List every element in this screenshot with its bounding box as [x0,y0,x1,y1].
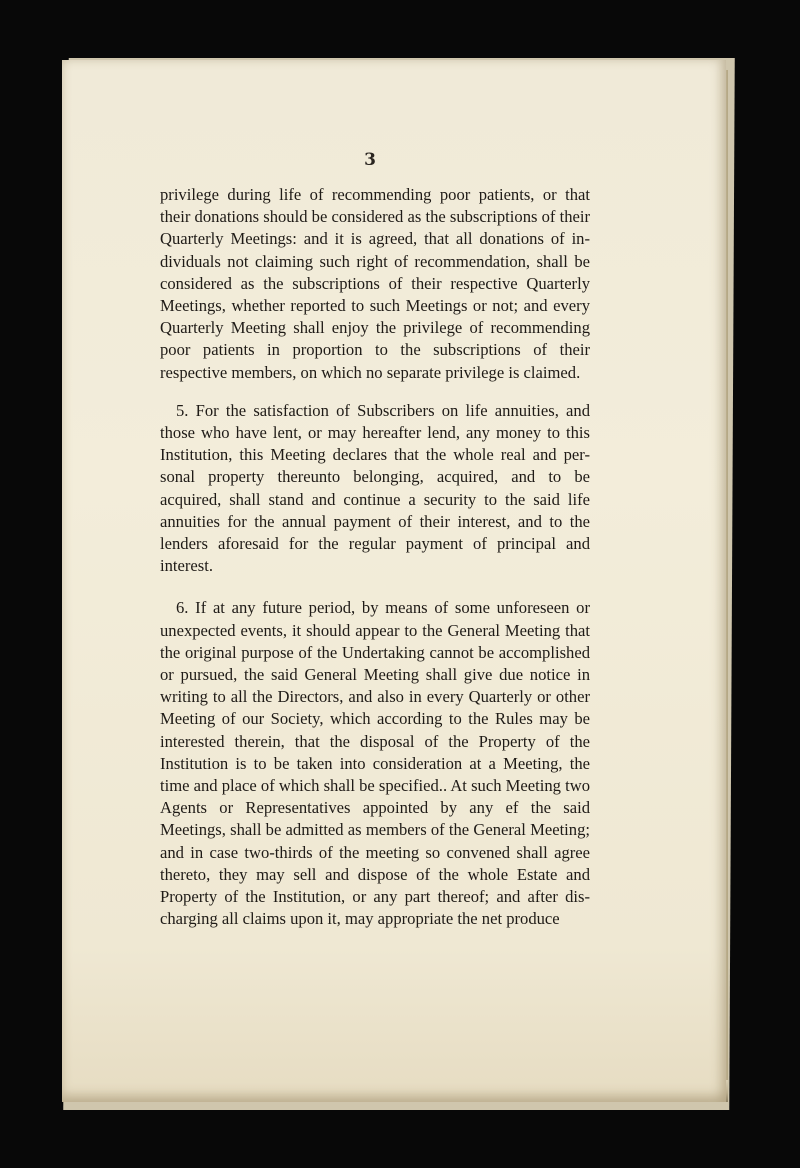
page-number: 3 [364,150,376,170]
paragraph-6: 6. If at any future period, by means of some unforeseen or unexpected events, it should appear to the General Meeting that the original purpose of the Undertaking cannot be accomplished or pursued, the said General Meeting shall give due notice in writing to all the Directors, and also in every Quarterly or other Meeting of our Society, which according to the Rules may be interested therein, that the disposal of the Property of the Institution is to be taken into consideration at a Meeting, the time and place of which shall be specified.. At such Meeting two Agents or Representatives appointed by any ef the said Meetings, shall be admitted as members of the General Meeting; and in case two-thirds of the meeting so convened shall agree thereto, they may sell and dispose of the whole Estate and Property of the Institution, or any part thereof; and after dis-charging all claims upon it, may appropriate the net produce [160,598,590,929]
body-text [160,184,590,931]
paragraph-5: 5. For the satisfaction of Subscribers on life annuities, and those who have lent, or may hereafter lend, any money to this Institution, this Meeting declares that the whole real and per-sonal property thereunto belonging, acquired, and to be acquired, shall stand and continue a security to the said life annuities for the annual payment of their interest, and to the lenders aforesaid for the regular payment of principal and interest. [160,400,590,576]
paragraph-continuation: privilege during life of recommending poor patients, or that their donations should be considered as the subscriptions of their Quarterly Meetings: and it is agreed, that all donations of in-dividuals not claiming such right of recommendation, shall be considered as the subscriptions of their respective Quarterly Meetings, whether reported to such Meetings or not; and every Quarterly Meeting shall enjoy the privilege of recommending poor patients in proportion to the subscriptions of their respective members, on which no separate privilege is claimed. [160,185,590,382]
